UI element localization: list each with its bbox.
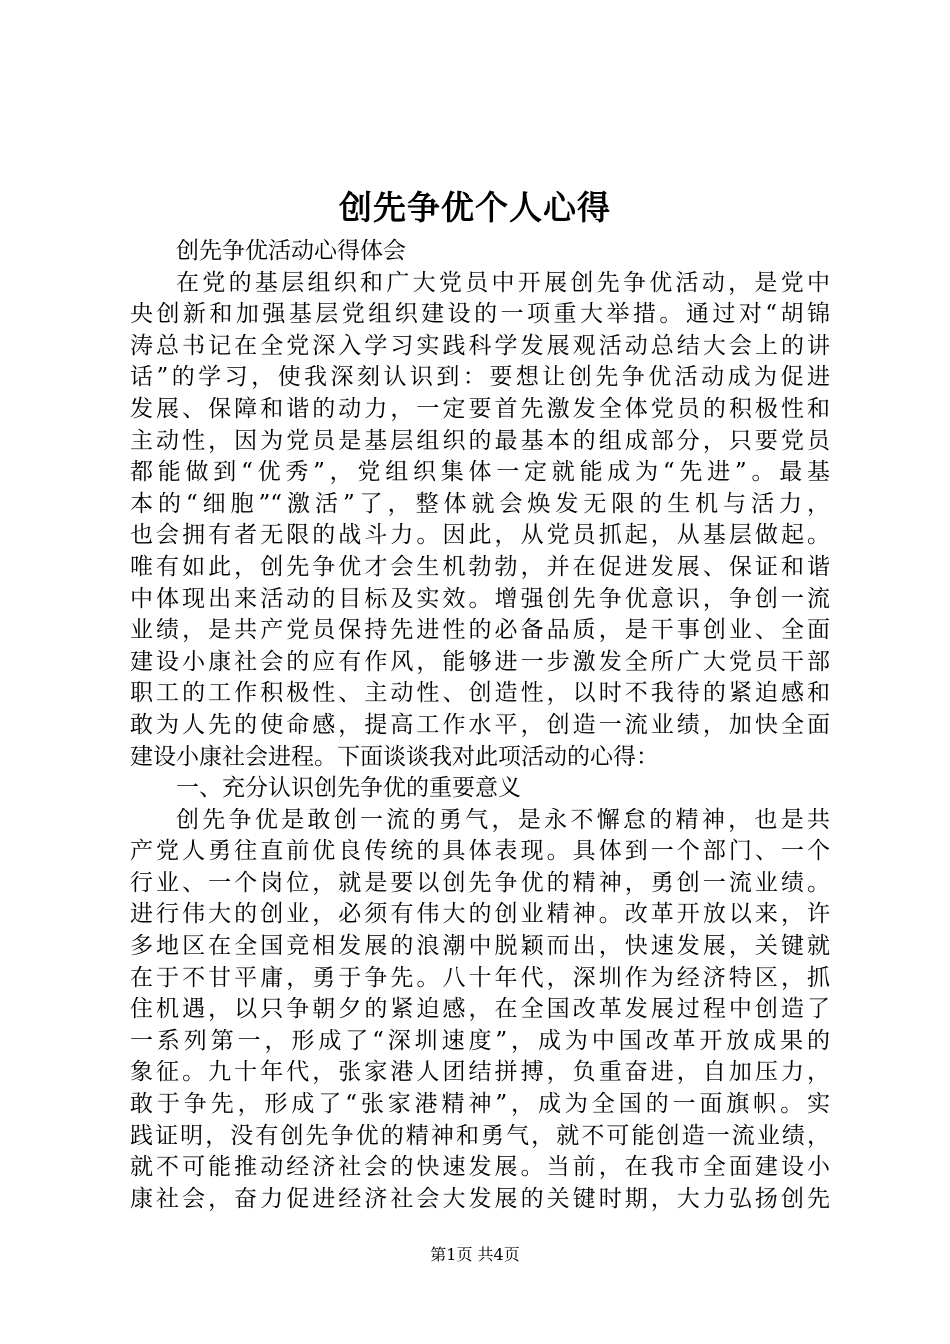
- text-line: 象征。九十年代，张家港人团结拼搏，负重奋进，自加压力，: [130, 1059, 830, 1086]
- text-line: 践证明，没有创先争优的精神和勇气，就不可能创造一流业绩，: [130, 1122, 830, 1149]
- text-line: 康社会，奋力促进经济社会大发展的关键时期，大力弘扬创先: [130, 1185, 830, 1212]
- text-line: 就不可能推动经济社会的快速发展。当前，在我市全面建设小: [130, 1154, 830, 1181]
- text-line: 一、充分认识创先争优的重要意义: [176, 775, 521, 802]
- text-line: 唯有如此，创先争优才会生机勃勃，并在促进发展、保证和谐: [130, 553, 830, 580]
- text-line: 产党人勇往直前优良传统的具体表现。具体到一个部门、一个: [130, 838, 830, 865]
- text-line: 多地区在全国竞相发展的浪潮中脱颖而出，快速发展，关键就: [130, 933, 830, 960]
- text-line: 行业、一个岗位，就是要以创先争优的精神，勇创一流业绩。: [130, 869, 830, 896]
- text-line: 敢为人先的使命感，提高工作水平，创造一流业绩，加快全面: [130, 711, 830, 738]
- document-body: [130, 236, 830, 1215]
- text-line: 发展、保障和谐的动力，一定要首先激发全体党员的积极性和: [130, 395, 830, 422]
- text-line: 都能做到“优秀”，党组织集体一定就能成为“先进”。最基: [130, 459, 830, 486]
- text-line: 进行伟大的创业，必须有伟大的创业精神。改革开放以来，许: [130, 901, 830, 928]
- text-line: 涛总书记在全党深入学习实践科学发展观活动总结大会上的讲: [130, 332, 830, 359]
- text-line: 中体现出来活动的目标及实效。增强创先争优意识，争创一流: [130, 585, 830, 612]
- text-line: 一系列第一，形成了“深圳速度”，成为中国改革开放成果的: [130, 1027, 830, 1054]
- text-line: 央创新和加强基层党组织建设的一项重大举措。通过对“胡锦: [130, 301, 830, 328]
- text-line: 业绩，是共产党员保持先进性的必备品质，是干事创业、全面: [130, 617, 830, 644]
- text-line: 住机遇，以只争朝夕的紧迫感，在全国改革发展过程中创造了: [130, 996, 830, 1023]
- text-line: 职工的工作积极性、主动性、创造性，以时不我待的紧迫感和: [130, 680, 830, 707]
- text-line: 建设小康社会的应有作风，能够进一步激发全所广大党员干部: [130, 648, 830, 675]
- text-line: 创先争优活动心得体会: [176, 238, 406, 264]
- text-line: 主动性，因为党员是基层组织的最基本的组成部分，只要党员: [130, 427, 830, 454]
- text-line: 在于不甘平庸，勇于争先。八十年代，深圳作为经济特区，抓: [130, 964, 830, 991]
- document-title: 创先争优个人心得: [339, 188, 611, 227]
- page-footer: 第1页 共4页: [430, 1245, 520, 1264]
- text-line: 敢于争先，形成了“张家港精神”，成为全国的一面旗帜。实: [130, 1091, 830, 1118]
- text-line: 在党的基层组织和广大党员中开展创先争优活动，是党中: [176, 269, 830, 296]
- text-line: 建设小康社会进程。下面谈谈我对此项活动的心得：: [130, 743, 659, 770]
- text-line: 话”的学习，使我深刻认识到：要想让创先争优活动成为促进: [130, 364, 830, 391]
- text-line: 本的“细胞”“激活”了，整体就会焕发无限的生机与活力，: [130, 490, 830, 517]
- text-line: 也会拥有者无限的战斗力。因此，从党员抓起，从基层做起。: [130, 522, 830, 549]
- text-line: 创先争优是敢创一流的勇气，是永不懈怠的精神，也是共: [176, 806, 830, 833]
